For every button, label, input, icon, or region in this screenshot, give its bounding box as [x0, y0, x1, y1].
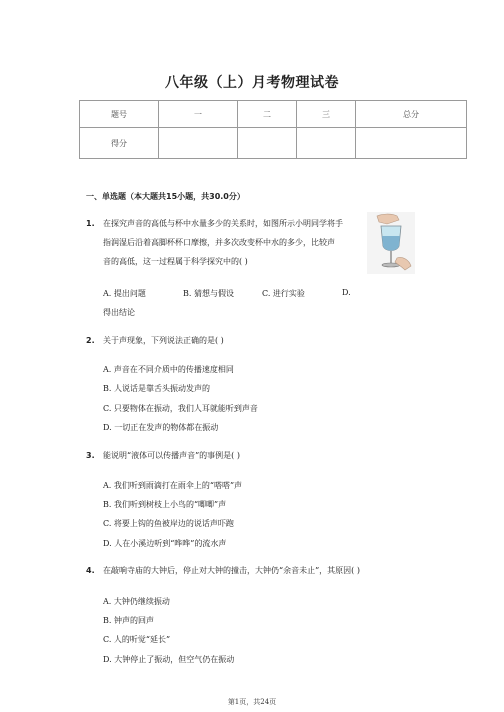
- option-d-continued: 得出结论: [103, 308, 135, 317]
- score-cell: [159, 128, 238, 159]
- option-b: B. 猜想与假设: [183, 289, 234, 298]
- question-number: 1.: [86, 219, 95, 228]
- option-a: A. 我们听到雨滴打在雨伞上的“嗒嗒”声: [103, 481, 243, 490]
- question-text-line: 关于声现象，下列说法正确的是( ): [103, 336, 224, 345]
- question-text-line: 音的高低，这一过程属于科学探究中的( ): [103, 257, 248, 266]
- score-table-header-row: [80, 101, 467, 128]
- question-text-line: 能说明“液体可以传播声音”的事例是( ): [103, 451, 240, 460]
- question-number: 4.: [86, 566, 95, 575]
- score-header-cell: 三: [297, 101, 356, 128]
- option-a: A. 大钟仍继续振动: [103, 597, 170, 606]
- question-text-line: 在探究声音的高低与杯中水量多少的关系时，如图所示小明同学将手: [103, 219, 343, 228]
- score-table: [79, 100, 467, 159]
- page-footer: 第1页，共24页: [227, 698, 277, 706]
- option-b: B. 钟声的回声: [103, 616, 154, 625]
- question-text-line: 在敲响寺庙的大钟后，停止对大钟的撞击，大钟仍“余音未止”，其原因( ): [103, 566, 360, 575]
- wine-glass-illustration: [367, 212, 415, 274]
- option-d: D. 一切正在发声的物体都在振动: [103, 423, 219, 432]
- option-b: B. 人说话是靠舌头振动发声的: [103, 384, 210, 393]
- section-heading: 一、单选题（本大题共15小题，共30.0分）: [86, 192, 245, 201]
- option-c: C. 只要物体在振动，我们人耳就能听到声音: [103, 404, 258, 413]
- page-title: 八年级（上）月考物理试卷: [165, 75, 339, 91]
- score-cell: [356, 128, 467, 159]
- score-header-cell: 总分: [356, 101, 467, 128]
- option-b: B. 我们听到树枝上小鸟的“唧唧”声: [103, 500, 227, 509]
- score-header-cell: 一: [159, 101, 238, 128]
- option-c: C. 将要上钩的鱼被岸边的说话声吓跑: [103, 519, 234, 528]
- option-d: D. 人在小溪边听到“哗哗”的流水声: [103, 539, 227, 548]
- question-number: 3.: [86, 451, 95, 460]
- option-d: D.: [342, 288, 351, 297]
- option-d: D. 大钟停止了振动，但空气仍在振动: [103, 655, 235, 664]
- question-text-line: 指润湿后沿着高脚杯杯口摩擦，并多次改变杯中水的多少，比较声: [103, 238, 335, 247]
- score-header-cell: 题号: [80, 101, 159, 128]
- score-header-cell: 二: [238, 101, 297, 128]
- score-table-score-row: [80, 128, 467, 159]
- option-a: A. 声音在不同介质中的传播速度相同: [103, 365, 234, 374]
- option-c: C. 进行实验: [262, 289, 305, 298]
- score-row-label: 得分: [80, 128, 159, 159]
- question-number: 2.: [86, 336, 95, 345]
- score-cell: [297, 128, 356, 159]
- score-cell: [238, 128, 297, 159]
- option-a: A. 提出问题: [103, 289, 146, 298]
- option-c: C. 人的听觉“延长”: [103, 635, 171, 644]
